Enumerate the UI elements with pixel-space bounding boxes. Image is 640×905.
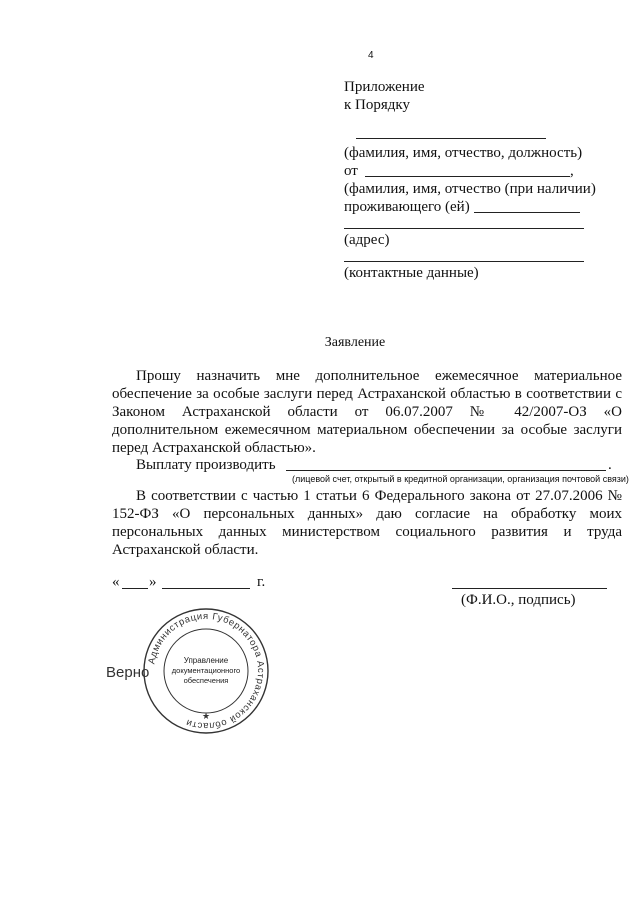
payment-caption: (лицевой счет, открытый в кредитной организации, организация почтовой связи) [292,474,629,484]
page-number: 4 [368,50,374,61]
residing-line [474,212,580,213]
from-suffix: , [570,163,574,179]
document-title: Заявление [324,335,386,350]
from-line [365,176,570,177]
fio-caption: (Ф.И.О., подпись) [461,592,576,608]
address-caption: (адрес) [344,232,390,248]
stamp-star-icon: ★ [201,711,211,721]
signature-line [452,588,607,589]
from-label: от [344,163,358,179]
payment-end: . [608,457,612,473]
payment-label: Выплату производить [136,457,276,473]
name-position-line [356,138,546,139]
contacts-caption: (контактные данные) [344,265,479,281]
date-year-suffix: г. [257,574,266,590]
official-stamp [142,607,270,735]
date-quote-open: « [112,574,120,590]
stamp-outer-text: Администрация Губернатора Астраханской области [146,610,267,732]
verno-label: Верно [106,664,150,681]
stamp-line-3: обеспечения [183,676,229,685]
contacts-line [344,261,584,262]
stamp-line-2: документационного [171,666,241,675]
stamp-line-1: Управление [183,656,229,665]
payment-line [286,470,606,471]
name-position-caption: (фамилия, имя, отчество, должность) [344,145,583,161]
address-line [344,228,584,229]
applicant-name-caption: (фамилия, имя, отчество (при наличии) [344,181,596,197]
date-month-line [162,588,250,589]
date-day-line [122,588,148,589]
appendix-label: Приложение [344,79,425,95]
residing-label: проживающего (ей) [344,199,470,215]
consent-paragraph: В соответствии с частью 1 статьи 6 Федерального закона от 27.07.2006 № 152-ФЗ «О персональных данных» даю согласие на обработку моих персональных данных министерством социального развития и труда Астраханской области. [112,488,622,558]
to-order-label: к Порядку [344,97,410,113]
request-paragraph: Прошу назначить мне дополнительное ежемесячное материальное обеспечение за особые заслуги перед Астраханской областью в соответствии с Законом Астраханской области от 06.07.2007 № 42/2007-ОЗ «О дополнительном ежемесячном материальном обеспечении за особые заслуги перед Астраханской областью». [112,368,622,456]
date-quote-close: » [149,574,157,590]
